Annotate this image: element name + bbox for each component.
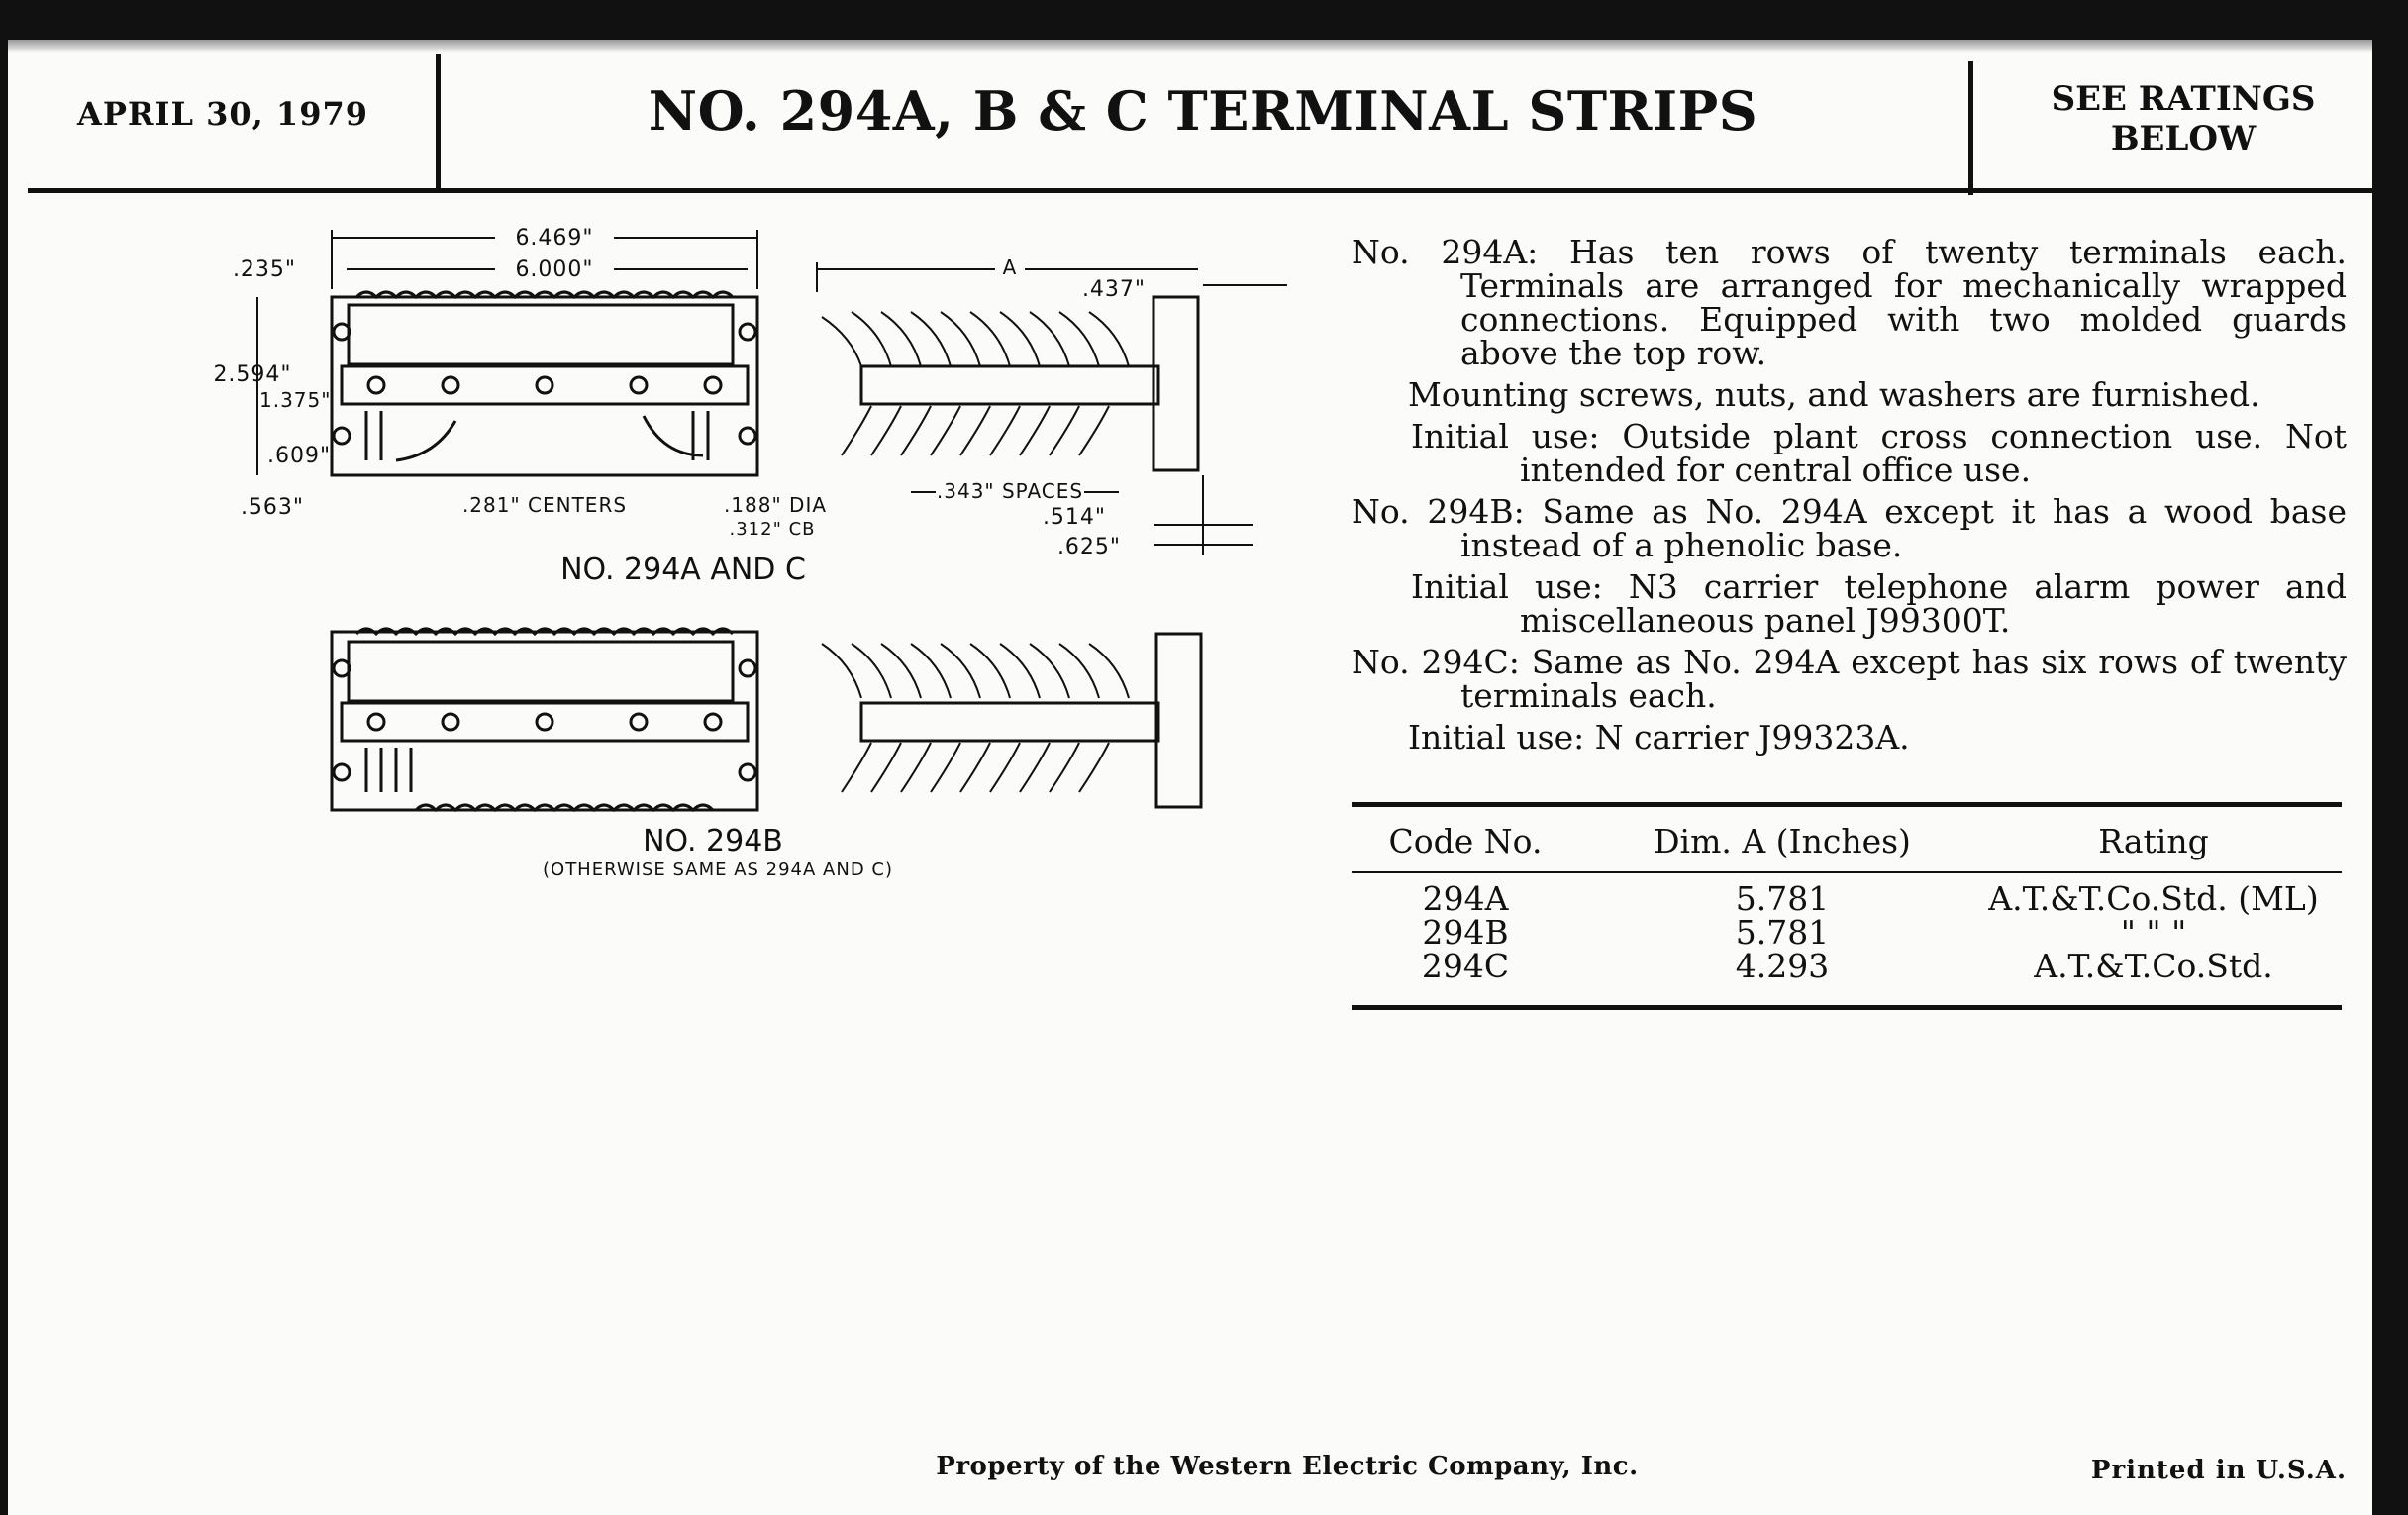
footer-printed: Printed in U.S.A. <box>2090 1456 2347 1485</box>
bottom-side-post <box>1156 634 1201 807</box>
table-row <box>1352 913 2342 952</box>
header-code: Code No. <box>1388 822 1543 860</box>
row-294a-code: 294A <box>1422 879 1509 918</box>
dim-514: .514" <box>1042 505 1107 530</box>
desc-294b-text: Same as No. 294A except it has a wood base instead of a phenolic base. <box>1460 492 2347 564</box>
ratings-note-line2: BELOW <box>2110 119 2257 158</box>
table-row <box>1352 879 2342 918</box>
desc-294a-text: Has ten rows of twenty terminals each. Terminals are arranged for mechanically wrapped connections. Equipped with two molded guards above the top row. <box>1460 233 2347 372</box>
desc-294a <box>1352 233 2347 372</box>
desc-294c <box>1352 643 2347 715</box>
table-header-rule <box>1352 871 2342 873</box>
row-294a-rating: A.T.&T.Co.Std. (ML) <box>1988 879 2319 918</box>
table-bottom-rule <box>1352 1005 2342 1010</box>
top-front-screws <box>368 377 721 393</box>
terminal-strip-drawings <box>0 0 1287 911</box>
footer-property: Property of the Western Electric Company, Inc. <box>936 1452 1639 1481</box>
ratings-note-line1: SEE RATINGS <box>2051 79 2316 119</box>
row-294a-dim: 5.781 <box>1735 879 1830 918</box>
row-294b-dim: 5.781 <box>1735 913 1830 952</box>
dim-mid-height: 1.375" <box>259 388 332 412</box>
desc-294a-lead: No. 294A: <box>1352 233 1539 271</box>
desc-294b-initial-use: Initial use: N3 carrier telephone alarm power and miscellaneous panel J99300T. <box>1411 567 2347 640</box>
dim-centers: .281" CENTERS <box>455 493 634 517</box>
top-front-guard <box>349 305 733 364</box>
top-side-post <box>1154 297 1198 470</box>
drawing-sublabel-294b: (OTHERWISE SAME AS 294A AND C) <box>543 859 893 880</box>
drawing-label-294b: NO. 294B <box>643 824 783 858</box>
header-divider-right <box>1968 61 1973 195</box>
dim-height: 2.594" <box>213 362 292 387</box>
scan-edge-right <box>2372 0 2408 1515</box>
row-294c-dim: 4.293 <box>1735 947 1830 985</box>
top-front-bar <box>342 366 748 404</box>
header-dim-a: Dim. A (Inches) <box>1654 822 1911 860</box>
desc-294c-initial-use: Initial use: N carrier J99323A. <box>1408 718 1910 757</box>
dim-lower-height: .609" <box>267 444 332 468</box>
row-294b-code: 294B <box>1422 913 1509 952</box>
desc-294a-initial-use: Initial use: Outside plant cross connection use. Not intended for central office use. <box>1411 417 2347 489</box>
page-title: NO. 294A, B & C TERMINAL STRIPS <box>648 79 1758 143</box>
dim-a: A <box>995 255 1025 279</box>
row-294c-code: 294C <box>1421 947 1510 985</box>
desc-294a-mounting: Mounting screws, nuts, and washers are furnished. <box>1408 375 2260 414</box>
dim-hole-cb: .312" CB <box>729 519 816 540</box>
row-294b-rating: " " " <box>2120 913 2187 952</box>
dim-left-offset: .235" <box>232 257 297 282</box>
dim-bottom-offset: .563" <box>240 495 305 520</box>
dim-overall-width: 6.469" <box>495 226 614 251</box>
description-block <box>1352 233 2347 762</box>
desc-294c-lead: No. 294C: <box>1352 643 1520 681</box>
desc-294c-text: Same as No. 294A except has six rows of twenty terminals each. <box>1460 643 2347 715</box>
dim-spaces: .343" SPACES <box>936 479 1084 503</box>
top-front-terminals <box>366 411 708 460</box>
top-side-terminals <box>822 312 1129 455</box>
dim-hole-dia: .188" DIA <box>723 493 828 517</box>
issue-date: APRIL 30, 1979 <box>77 95 368 133</box>
desc-294b <box>1352 492 2347 564</box>
drawing-label-294a-c: NO. 294A AND C <box>560 553 806 587</box>
row-294c-rating: A.T.&T.Co.Std. <box>2034 947 2273 985</box>
dim-625: .625" <box>1056 535 1122 559</box>
table-row <box>1352 947 2342 985</box>
table-top-rule <box>1352 802 2342 807</box>
dim-top-right: .437" <box>1081 277 1147 302</box>
ratings-note <box>1980 79 2386 158</box>
header-rating: Rating <box>2098 822 2209 860</box>
desc-294b-lead: No. 294B: <box>1352 492 1525 531</box>
dim-inner-width: 6.000" <box>495 257 614 282</box>
table-header <box>1352 822 2342 860</box>
